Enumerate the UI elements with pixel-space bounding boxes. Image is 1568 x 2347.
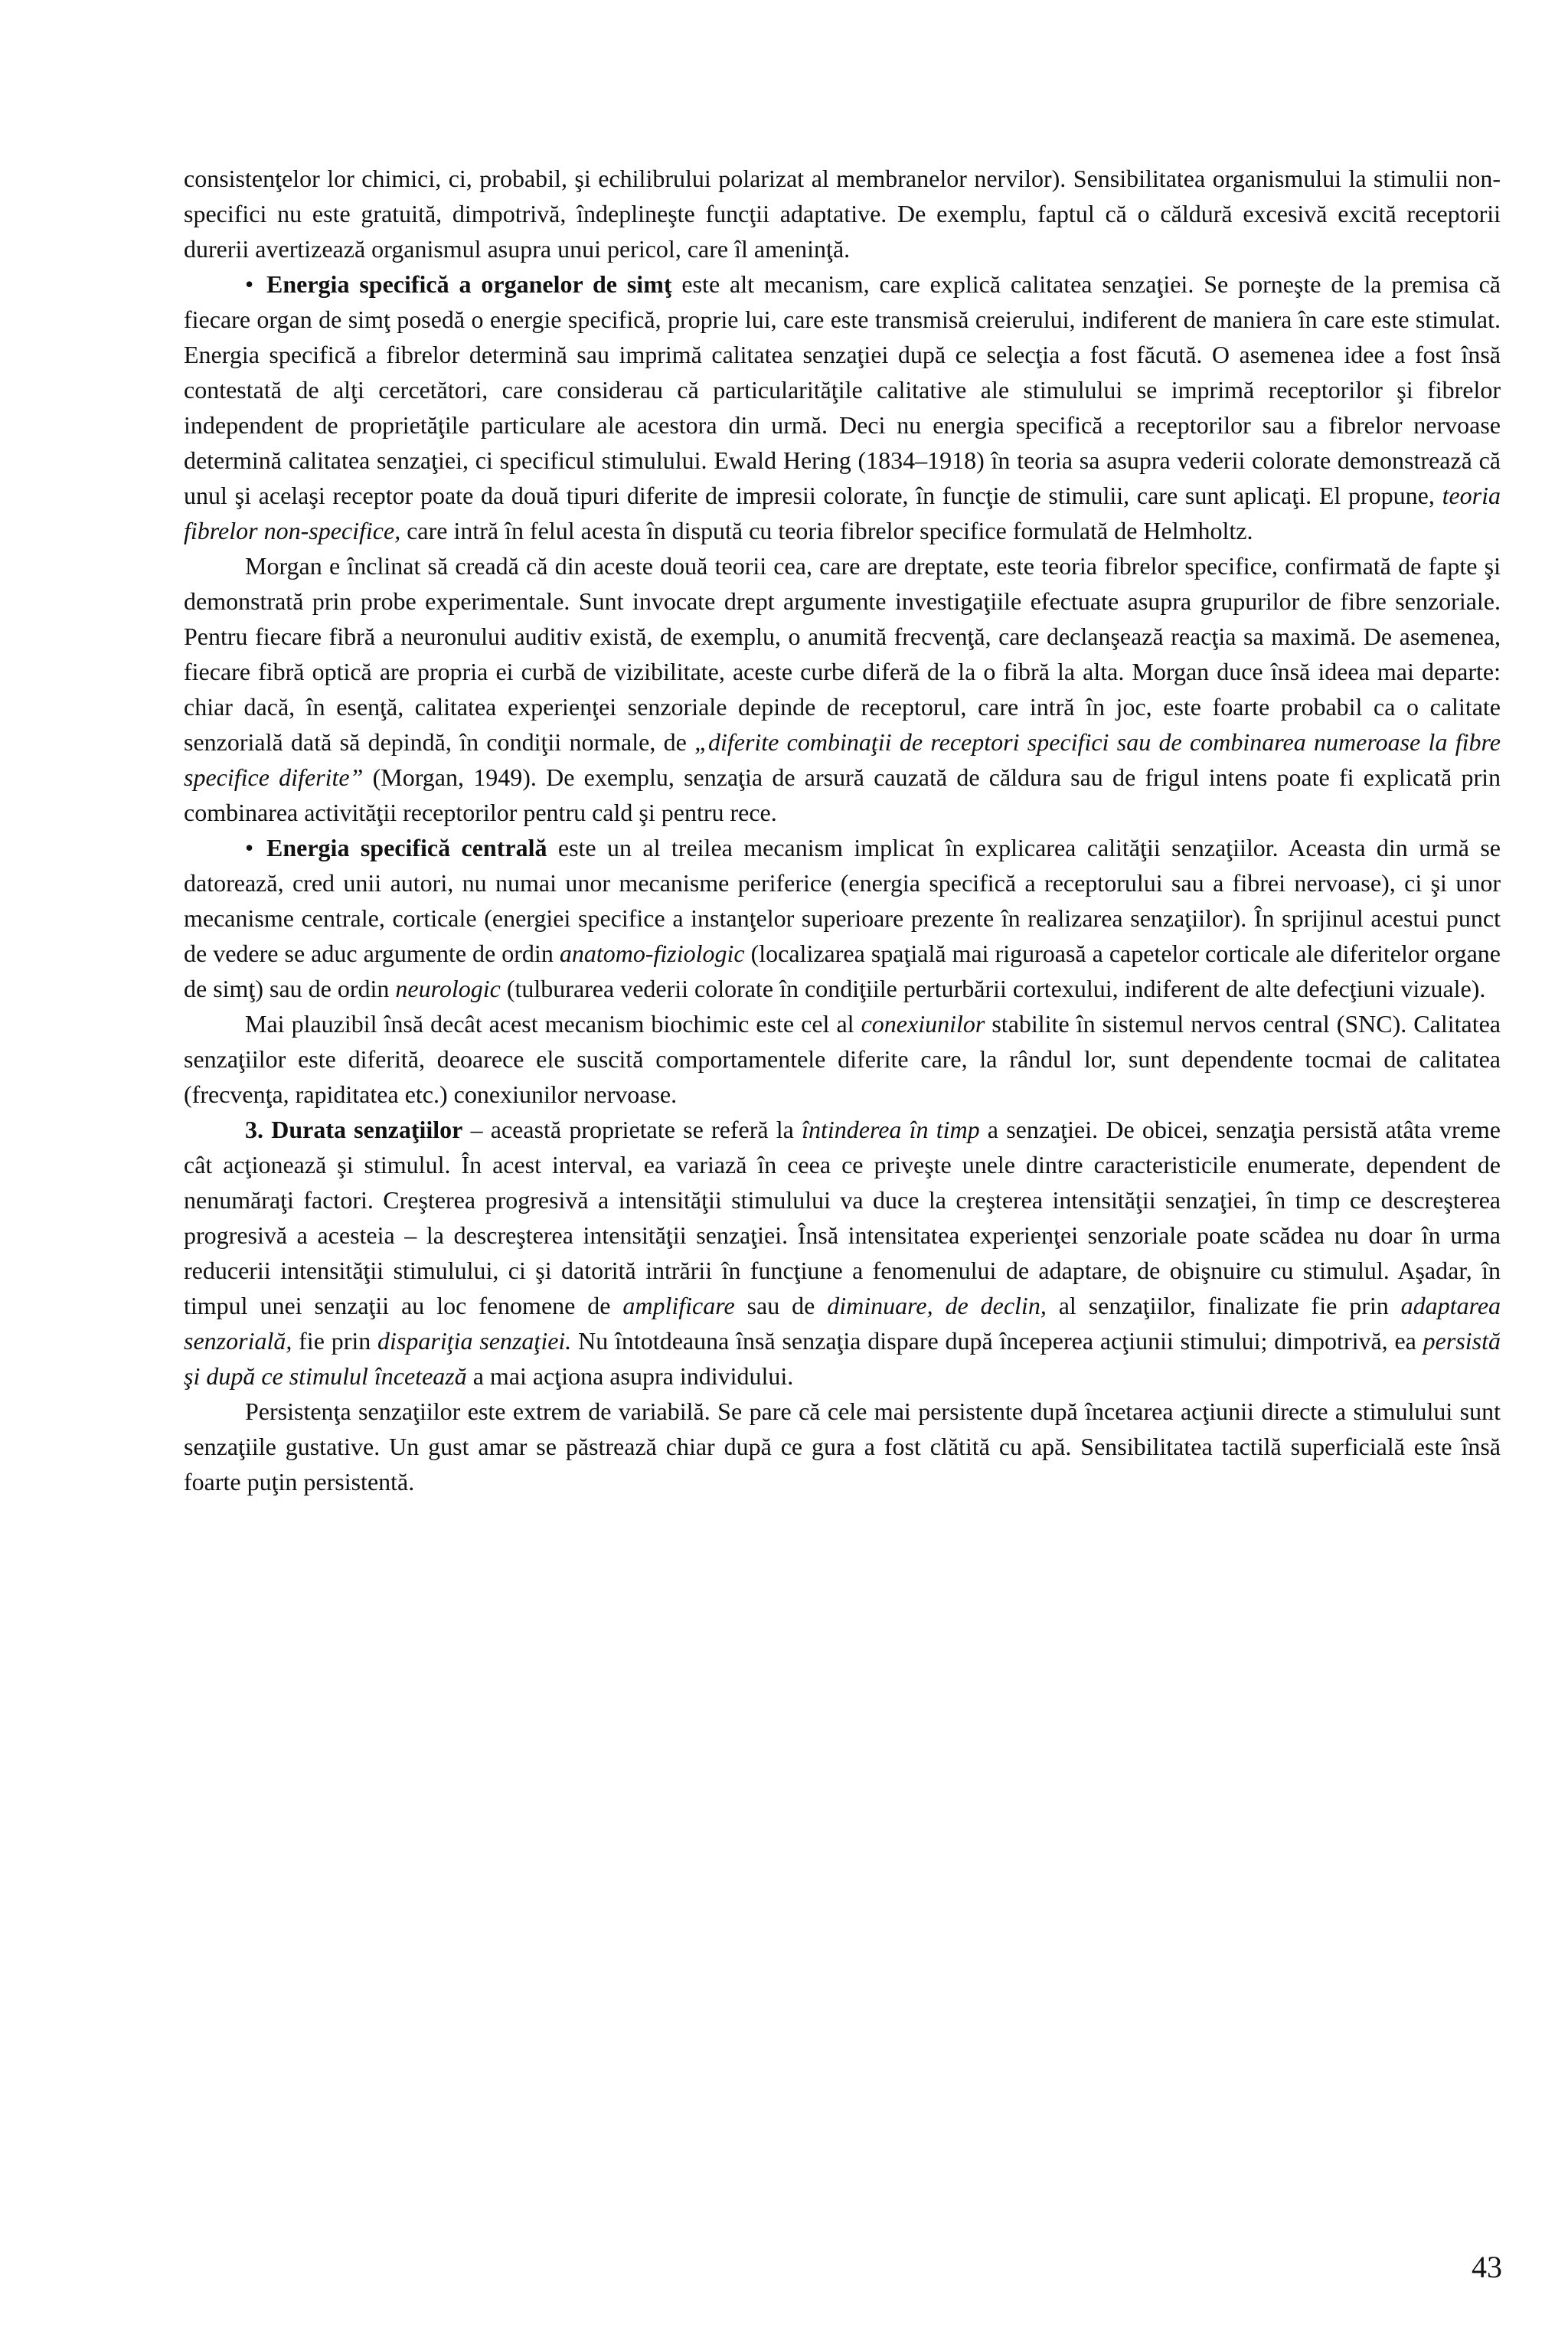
paragraph-4-italic-1: anatomo-fiziologic	[559, 940, 745, 967]
paragraph-6-text-4: al senzaţiilor, finalizate fie prin	[1046, 1292, 1401, 1319]
paragraph-2-heading: Energia specifică a organelor de simţ	[266, 270, 672, 298]
paragraph-6-italic-3: diminuare, de declin,	[827, 1292, 1047, 1319]
paragraph-4-italic-2: neurologic	[395, 975, 501, 1002]
paragraph-7	[184, 1394, 1501, 1499]
paragraph-5-text-1: Mai plauzibil însă decât acest mecanism biochimic este cel al	[245, 1010, 861, 1038]
paragraph-5-italic-1: conexiunilor	[861, 1010, 985, 1038]
paragraph-6-italic-1: întinderea în timp	[802, 1116, 980, 1143]
page-number: 43	[1472, 2250, 1502, 2284]
paragraph-1	[184, 161, 1501, 266]
body-text	[184, 161, 1501, 1499]
paragraph-4-text-1: este un al treilea mecanism implicat în explicarea calităţii senzaţiilor. Aceasta din urmă se datorează, cred unii autori, nu numai unor mecanisme periferice (energia specifică a receptorului sau a fibrei nervoase), ci şi unor mecanisme centrale, corticale (energiei specifice a instanţelor superioare prezente în realizarea senzaţiilor). În sprijinul acestui punct de vedere se aduc argumente de ordin	[184, 834, 1501, 967]
paragraph-6-text-5: fie prin	[292, 1327, 378, 1355]
paragraph-4	[184, 830, 1501, 1006]
paragraph-3-text-1: Morgan e înclinat să creadă că din aceste două teorii cea, care are dreptate, este teoria fibrelor specifice, confirmată de fapte şi demonstrată prin probe experimentale. Sunt invocate drept argumente investigaţiile efectuate asupra grupurilor de fibre senzoriale. Pentru fiecare fibră a neuronului auditiv există, de exemplu, o anumită frecvenţă, care declanşează reacţia sa maximă. De asemenea, fiecare fibră optică are propria ei curbă de vizibilitate, aceste curbe diferă de la o fibră la alta. Morgan duce însă ideea mai departe: chiar dacă, în esenţă, calitatea experienţei senzoriale depinde de receptorul, care intră în joc, este foarte probabil ca o calitate senzorială dată să depindă, în condiţii normale, de	[184, 552, 1501, 756]
paragraph-6-text-1: – această proprietate se referă la	[462, 1116, 802, 1143]
paragraph-6-italic-5: dispariţia senzaţiei.	[377, 1327, 572, 1355]
paragraph-3-italic-1: „diferite combinaţii de receptori specifici sau de combinarea numeroase la fibre specifice diferite”	[184, 728, 1501, 791]
bullet-icon: •	[245, 834, 254, 861]
paragraph-4-heading: Energia specifică centrală	[266, 834, 547, 861]
paragraph-6	[184, 1112, 1501, 1394]
paragraph-5-text-2: stabilite în sistemul nervos central (SNC). Calitatea senzaţiilor este diferită, deoarece ele suscită comportamentele diferite care, la rândul lor, sunt dependente tocmai de calitatea (frecvenţa, rapiditatea etc.) conexiunilor nervoase.	[184, 1010, 1501, 1108]
paragraph-4-text-2: (localizarea spaţială mai riguroasă a capetelor corticale ale diferitelor organe de simţ) sau de ordin	[184, 940, 1501, 1002]
paragraph-6-italic-4: adaptarea senzorială,	[184, 1292, 1501, 1355]
paragraph-4-text-3: (tulburarea vederii colorate în condiţiile perturbării cortexului, indiferent de alte defecţiuni vizuale).	[500, 975, 1486, 1002]
paragraph-6-text-2: a senzaţiei. De obicei, senzaţia persistă atâta vreme cât acţionează şi stimulul. În acest interval, ea variază în ceea ce priveşte unele dintre caracteristicile enumerate, dependent de nenumăraţi factori. Creşterea progresivă a intensităţii stimulului va duce la creşterea intensităţii senzaţiei, în timp ce descreşterea progresivă a acesteia – la descreşterea intensităţii senzaţiei. Însă intensitatea experienţei senzoriale poate scădea nu doar în urma reducerii intensităţii stimulului, ci şi datorită intrării în funcţiune a fenomenului de adaptare, de obişnuire cu stimulul. Aşadar, în timpul unei senzaţii au loc fenomene de	[184, 1116, 1501, 1319]
paragraph-2-italic-1: teoria fibrelor non-specifice,	[184, 482, 1501, 544]
paragraph-2	[184, 266, 1501, 548]
paragraph-5	[184, 1006, 1501, 1112]
paragraph-2-text-1: este alt mecanism, care explică calitatea senzaţiei. Se porneşte de la premisa că fiecare organ de simţ posedă o energie specifică, proprie lui, care este transmisă creierului, indiferent de maniera în care este stimulat. Energia specifică a fibrelor determină sau imprimă calitatea senzaţiei după ce selecţia a fost făcută. O asemenea idee a fost însă contestată de alţi cercetători, care considerau că particularităţile calitative ale stimulului se imprimă receptorilor şi fibrelor independent de proprietăţile particulare ale acestora din urmă. Deci nu energia specifică a receptorilor sau a fibrelor nervoase determină calitatea senzaţiei, ci specificul stimulului. Ewald Hering (1834–1918) în teoria sa asupra vederii colorate demonstrează că unul şi acelaşi receptor poate da două tipuri diferite de impresii colorate, în funcţie de stimulii, care sunt aplicaţi. El propune,	[184, 270, 1501, 509]
paragraph-3	[184, 548, 1501, 830]
paragraph-6-text-3: sau de	[734, 1292, 828, 1319]
paragraph-6-italic-6: persistă şi după ce stimulul încetează	[184, 1327, 1501, 1390]
paragraph-2-text-2: care intră în felul acesta în dispută cu teoria fibrelor specifice formulată de Helmholtz.	[400, 517, 1253, 544]
section-heading-durata: 3. Durata senzaţiilor	[245, 1116, 463, 1143]
paragraph-6-italic-2: amplificare	[622, 1292, 735, 1319]
paragraph-6-text-7: a mai acţiona asupra individului.	[466, 1362, 794, 1390]
paragraph-6-text-6: Nu întotdeauna însă senzaţia dispare după începerea acţiunii stimului; dimpotrivă, ea	[571, 1327, 1423, 1355]
bullet-icon: •	[245, 270, 254, 298]
paragraph-1-text: consistenţelor lor chimici, ci, probabil, şi echilibrului polarizat al membranelor nervilor). Sensibilitatea organismului la stimulii non-specifici nu este gratuită, dimpotrivă, îndeplineşte funcţii adaptative. De exemplu, faptul că o căldură excesivă excită receptorii durerii avertizează organismul asupra unui pericol, care îl ameninţă.	[184, 165, 1501, 263]
paragraph-7-text: Persistenţa senzaţiilor este extrem de variabilă. Se pare că cele mai persistente după încetarea acţiunii directe a stimulului sunt senzaţiile gustative. Un gust amar se păstrează chiar după ce gura a fost clătită cu apă. Sensibilitatea tactilă superficială este însă foarte puţin persistentă.	[184, 1397, 1501, 1495]
paragraph-3-text-2: (Morgan, 1949). De exemplu, senzaţia de arsură cauzată de căldura sau de frigul intens poate fi explicată prin combinarea activităţii receptorilor pentru cald şi pentru rece.	[184, 763, 1501, 826]
